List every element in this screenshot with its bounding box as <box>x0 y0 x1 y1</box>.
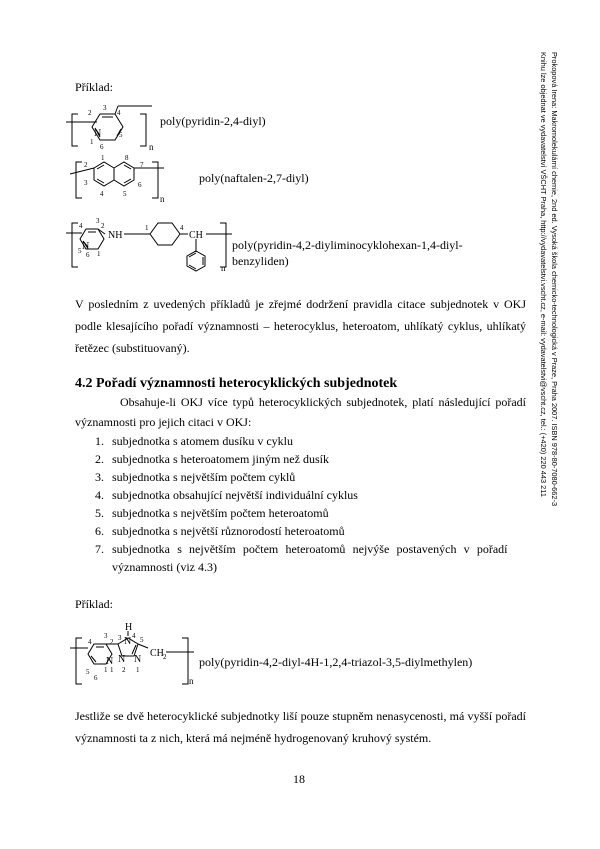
example-label: Příklad: <box>75 80 113 94</box>
polymer-name-1: poly(pyridin-2,4-diyl) <box>160 114 266 128</box>
atom-number: 2 <box>110 638 114 646</box>
methylene-group: CH <box>150 648 164 659</box>
citation-line-1: Prokopová Irena: Makromolekulární chemie, 2nd ed. Vysoká škola chemicko-technologická v Praze, Praha 2007. ISBN 978-80-7080-662-3 <box>550 52 559 507</box>
atom-number: 6 <box>86 251 90 259</box>
atom-number: 1 <box>136 666 140 674</box>
pyridine-cyclohexane-structure <box>70 213 230 283</box>
atom-number: 1 <box>90 138 94 146</box>
list-text: subjednotka s největším počtem cyklů <box>112 470 296 484</box>
triazole-atom-n: N <box>124 636 132 647</box>
nh-group: NH <box>108 230 123 241</box>
list-number: 2. <box>95 452 104 466</box>
atom-number: 5 <box>78 247 82 255</box>
list-number: 4. <box>95 488 104 502</box>
paragraph-1: V posledním z uvedených příkladů je zřejmé dodržení pravidla citace subjednotek v OKJ podle klesajícího pořadí významnosti – heterocyklus, heteroatom, uhlíkatý cyklus, uhlíkatý řetězec (substituovaný). <box>75 297 526 355</box>
ring-atom-n: N <box>82 241 90 252</box>
polymer-name-4: poly(pyridin-4,2-diyl-4H-1,2,4-triazol-3,5-diylmethylen) <box>199 655 473 669</box>
polymer-name-3b: benzyliden) <box>232 254 289 268</box>
atom-number: 2 <box>101 222 105 230</box>
hydrogen-atom: H <box>125 622 133 633</box>
atom-number: 6 <box>94 674 98 682</box>
atom-number: 3 <box>84 179 88 187</box>
page-number: 18 <box>293 772 305 786</box>
list-number: 1. <box>95 434 104 448</box>
list-text: subjednotka obsahující největší individuální cyklus <box>112 488 358 502</box>
polymer-name-3a: poly(pyridin-4,2-diyliminocyklohexan-1,4-diyl- <box>232 238 463 252</box>
list-number: 5. <box>95 506 104 520</box>
atom-number: 6 <box>100 143 104 151</box>
section-intro: Obsahuje-li OKJ více typů heterocyklických subjednotek, platí následující pořadí významnosti pro jejich citaci v OKJ: <box>75 395 526 429</box>
repeat-n: n <box>160 194 165 204</box>
atom-number: 3 <box>118 634 122 642</box>
pyridine-structure <box>70 100 160 152</box>
pyridine-triazole-structure <box>70 612 210 686</box>
triazole-atom-n: N <box>118 654 126 665</box>
atom-number: 6 <box>138 181 142 189</box>
repeat-n: n <box>189 676 194 686</box>
atom-number: 5 <box>140 636 144 644</box>
ring-atom-n: N <box>94 128 102 139</box>
atom-number: 2 <box>122 666 126 674</box>
atom-number: 4 <box>180 224 184 232</box>
atom-number: 3 <box>103 104 107 112</box>
atom-number: 1 <box>110 666 114 674</box>
repeat-n: n <box>221 263 226 273</box>
atom-number: 2 <box>84 161 88 169</box>
section-heading: 4.2 Pořadí významnosti heterocyklických subjednotek <box>75 376 398 391</box>
atom-number: 5 <box>123 190 127 198</box>
atom-number: 4 <box>117 109 121 117</box>
atom-number: 1 <box>101 154 105 162</box>
atom-number: 1 <box>97 250 101 258</box>
sidebar-citation <box>538 52 560 692</box>
list-item-continuation: významnosti (viz 4.3) <box>112 560 217 574</box>
atom-number: 4 <box>79 222 83 230</box>
citation-line-2: Knihu lze objednat ve vydavatelství VŠCHT Praha, http://vydavatelstvi.vscht.cz, e-mail: vydavatelstvi@vscht.cz, tel.: (+420) 220 443 211 <box>539 52 548 497</box>
atom-number: 1 <box>104 666 108 674</box>
list-text: subjednotka s atomem dusíku v cyklu <box>112 434 293 448</box>
list-text: subjednotka s heteroatomem jiným než dusík <box>112 452 329 466</box>
ring-atom-n: N <box>106 656 114 667</box>
repeat-n: n <box>149 142 154 152</box>
example-label: Příklad: <box>75 597 113 611</box>
ch-group: CH <box>189 230 203 241</box>
list-text: subjednotka s největším počtem heteroatomů nejvýše postavených v pořadí <box>112 542 508 556</box>
atom-number: 3 <box>104 632 108 640</box>
atom-number: 8 <box>125 154 129 162</box>
atom-number: 4 <box>100 190 104 198</box>
atom-number: 7 <box>140 161 144 169</box>
atom-number: 1 <box>145 224 149 232</box>
atom-number: 5 <box>119 131 123 139</box>
methylene-subscript: 2 <box>163 653 167 661</box>
list-text: subjednotka s největším počtem heteroatomů <box>112 506 329 520</box>
polymer-name-2: poly(naftalen-2,7-diyl) <box>199 171 309 185</box>
naphthalene-structure <box>70 152 180 204</box>
paragraph-2: Jestliže se dvě heterocyklické subjednotky liší pouze stupněm nenasycenosti, má vyšší pořadí významnosti ta z nich, která má nejméně hydrogenovaný kruhový systém. <box>75 709 526 745</box>
atom-number: 2 <box>88 109 92 117</box>
list-number: 3. <box>95 470 104 484</box>
list-number: 6. <box>95 524 104 538</box>
atom-number: 4 <box>132 632 136 640</box>
list-number: 7. <box>95 542 104 556</box>
list-text: subjednotka s největší různorodostí heteroatomů <box>112 524 345 538</box>
atom-number: 4 <box>88 638 92 646</box>
atom-number: 3 <box>96 217 100 225</box>
triazole-atom-n: N <box>134 654 142 665</box>
atom-number: 5 <box>86 668 90 676</box>
